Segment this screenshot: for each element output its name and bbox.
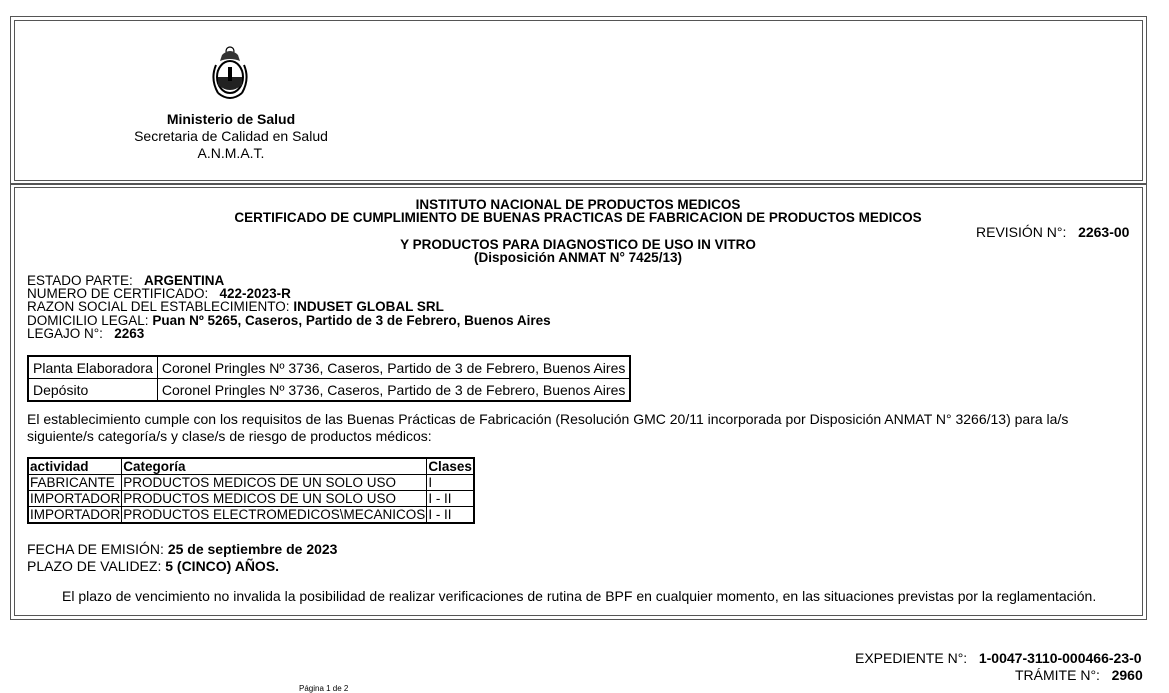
- plants-table: [27, 355, 631, 402]
- plant-type: Planta Elaboradora: [28, 356, 157, 379]
- legajo-label: LEGAJO N°:: [27, 326, 103, 341]
- title-line-3: Y PRODUCTOS PARA DIAGNOSTICO DE USO IN VITRO: [400, 237, 756, 252]
- plant-address: Coronel Pringles Nº 3736, Caseros, Partido de 3 de Febrero, Buenos Aires: [157, 379, 630, 402]
- razon-value: INDUSET GLOBAL SRL: [293, 299, 444, 314]
- validez-value: 5 (CINCO) AÑOS.: [165, 558, 280, 574]
- table-row: [28, 475, 474, 491]
- coat-of-arms-icon: [210, 45, 250, 105]
- revision-label: REVISIÓN N°:: [976, 224, 1067, 240]
- title-line-2: CERTIFICADO DE CUMPLIMIENTO DE BUENAS PRACTICAS DE FABRICACION DE PRODUCTOS MEDICOS: [234, 210, 922, 225]
- title-line-4: (Disposición ANMAT N° 7425/13): [474, 250, 682, 265]
- agency-name: A.N.M.A.T.: [197, 145, 265, 161]
- razon-label: RAZON SOCIAL DEL ESTABLECIMIENTO:: [27, 299, 290, 314]
- expediente-label: EXPEDIENTE N°:: [855, 650, 968, 666]
- header-clases: Clases: [428, 459, 472, 474]
- class-cell: I: [427, 475, 474, 491]
- table-row: [28, 356, 630, 379]
- field-razon: [27, 300, 444, 314]
- activities-table: [27, 457, 475, 524]
- revision: [976, 224, 1129, 240]
- secretariat-name: Secretaria de Calidad en Salud: [134, 128, 328, 144]
- tramite-value: 2960: [1111, 667, 1143, 683]
- estado-label: ESTADO PARTE:: [27, 273, 133, 288]
- emision-value: 25 de septiembre de 2023: [167, 541, 338, 557]
- domicilio-value: Puan Nº 5265, Caseros, Partido de 3 de Febrero, Buenos Aires: [152, 313, 551, 328]
- tramite: [1015, 667, 1143, 683]
- class-cell: I - II: [427, 507, 474, 524]
- title-line-1: INSTITUTO NACIONAL DE PRODUCTOS MEDICOS: [415, 197, 741, 212]
- plant-address: Coronel Pringles Nº 3736, Caseros, Partido de 3 de Febrero, Buenos Aires: [157, 356, 630, 379]
- numero-value: 422-2023-R: [219, 286, 291, 301]
- category-cell: PRODUCTOS MEDICOS DE UN SOLO USO: [122, 475, 427, 491]
- plant-type: Depósito: [28, 379, 157, 402]
- activity-cell: FABRICANTE: [28, 475, 122, 491]
- table-row: [28, 491, 474, 507]
- category-cell: PRODUCTOS ELECTROMEDICOS\MECANICOS: [123, 507, 426, 522]
- plazo-validez: [27, 558, 279, 574]
- expediente: [855, 650, 1142, 666]
- table-header-row: [28, 458, 474, 475]
- compliance-text: El establecimiento cumple con los requisitos de las Buenas Prácticas de Fabricación (Resolución GMC 20/11 incorporada por Disposición ANMAT N° 3266/13) para la/s siguiente/s categoría/s y clase/s de riesgo de productos médicos:: [27, 411, 1069, 444]
- validez-label: PLAZO DE VALIDEZ:: [27, 558, 162, 574]
- expediente-value: 1-0047-3110-000466-23-0: [978, 650, 1142, 666]
- class-cell: I - II: [427, 491, 474, 507]
- header-actividad: actividad: [28, 458, 122, 475]
- activity-cell: IMPORTADOR: [30, 507, 121, 522]
- header-categoria: Categoría: [122, 458, 427, 475]
- category-cell: PRODUCTOS MEDICOS DE UN SOLO USO: [122, 491, 427, 507]
- table-row: [28, 379, 630, 402]
- emision-label: FECHA DE EMISIÓN:: [27, 541, 164, 557]
- estado-value: ARGENTINA: [144, 273, 225, 288]
- legajo-value: 2263: [114, 326, 145, 341]
- domicilio-label: DOMICILIO LEGAL:: [27, 313, 149, 328]
- page-number: Página 1 de 2: [299, 684, 349, 693]
- ministry-name: Ministerio de Salud: [166, 111, 296, 127]
- expiry-note: El plazo de vencimiento no invalida la posibilidad de realizar verificaciones de rutina de BPF en cualquier momento, en las situaciones previstas por la reglamentación.: [62, 588, 1097, 604]
- fecha-emision: [27, 541, 337, 557]
- table-row: [28, 507, 474, 524]
- activity-cell: IMPORTADOR: [30, 491, 121, 506]
- revision-value: 2263-00: [1078, 224, 1130, 240]
- numero-label: NUMERO DE CERTIFICADO:: [27, 286, 209, 301]
- field-legajo: [27, 327, 144, 341]
- tramite-label: TRÁMITE N°:: [1015, 667, 1100, 683]
